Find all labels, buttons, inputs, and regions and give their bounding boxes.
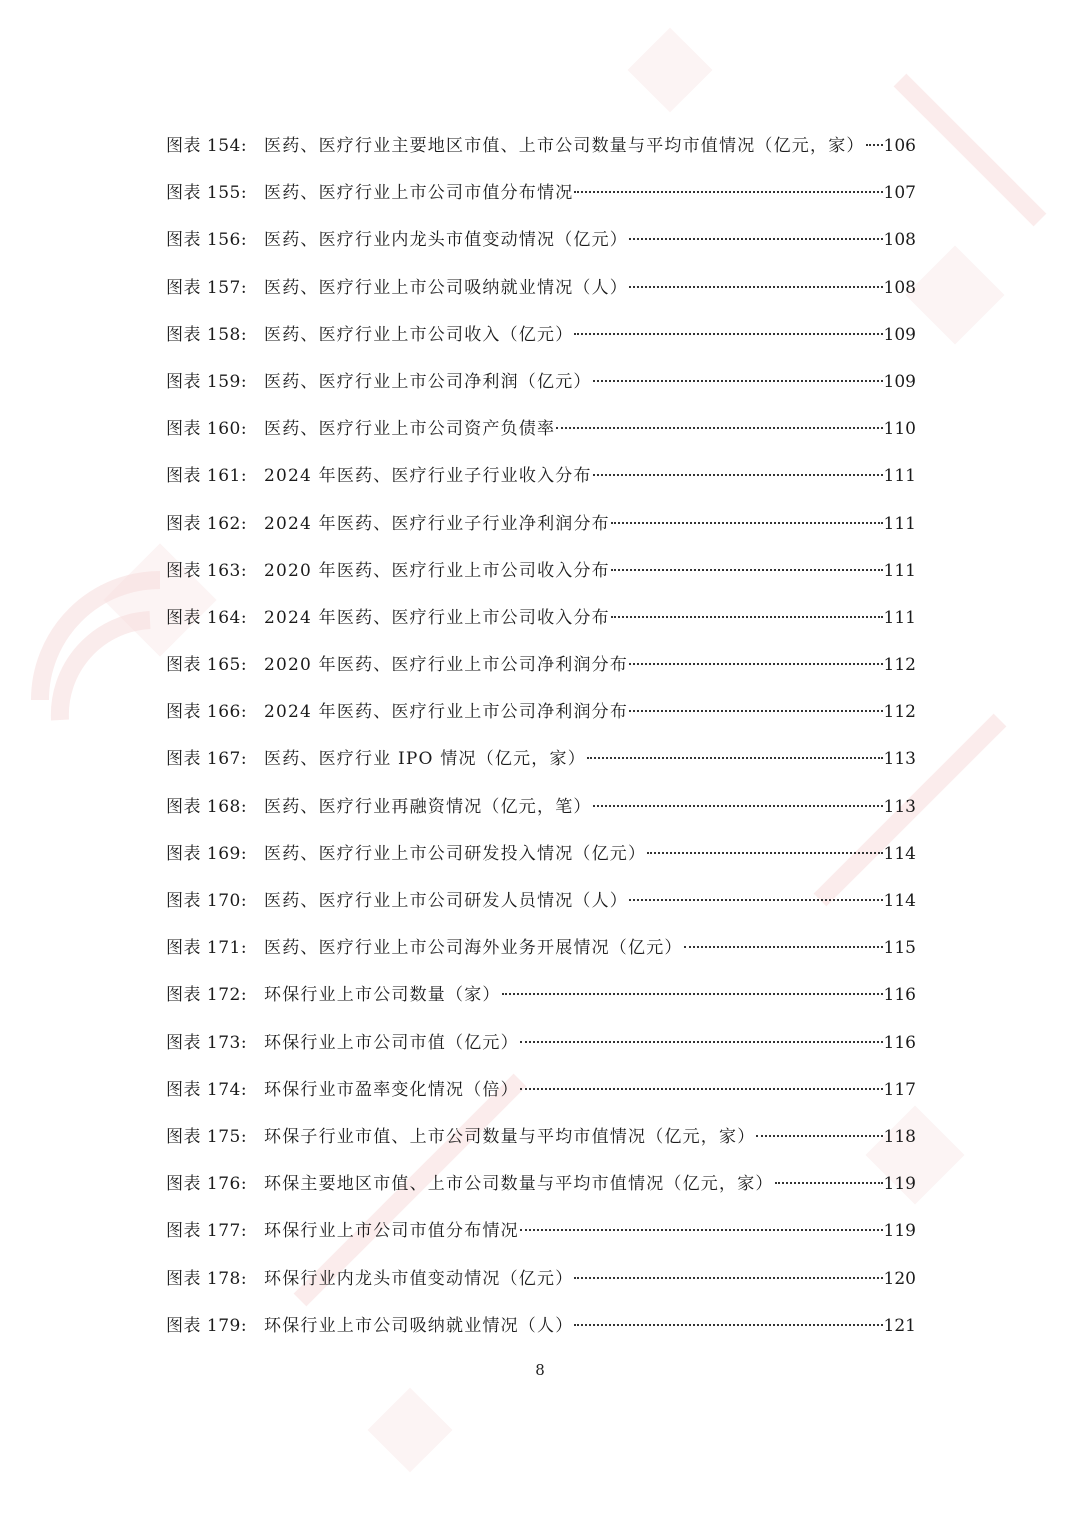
dot-leader [593,380,883,382]
figure-label: 图表 157: [166,277,248,298]
page-ref: 112 [883,655,916,676]
figure-label: 图表 175: [166,1126,248,1147]
toc-entry[interactable] [166,925,916,972]
figure-label: 图表 159: [166,371,248,392]
toc-entry[interactable] [166,1256,916,1303]
dot-leader [629,286,883,288]
toc-entry[interactable] [166,501,916,548]
figure-title: 医药、医疗行业上市公司吸纳就业情况（人） [264,277,628,298]
toc-entry[interactable] [166,359,916,406]
figure-title: 2024 年医药、医疗行业子行业收入分布 [264,466,592,487]
figure-title: 2024 年医药、医疗行业子行业净利润分布 [264,513,610,534]
dot-leader [775,1182,883,1184]
figure-title: 医药、医疗行业上市公司市值分布情况 [264,183,574,204]
toc-entry[interactable] [166,689,916,736]
toc-entry[interactable] [166,1114,916,1161]
toc-entry[interactable] [166,736,916,783]
toc-entry[interactable] [166,878,916,925]
figure-title: 环保子行业市值、上市公司数量与平均市值情况（亿元，家） [264,1126,756,1147]
toc-entry[interactable] [166,265,916,312]
figure-label: 图表 163: [166,560,248,581]
dot-leader [611,569,883,571]
figure-label: 图表 166: [166,702,248,723]
page-number: 8 [535,1361,545,1379]
figure-label: 图表 177: [166,1221,248,1242]
dot-leader [587,757,883,759]
page-ref: 108 [883,230,916,251]
figure-label: 图表 170: [166,891,248,911]
page-ref: 107 [883,183,916,204]
toc-entry[interactable] [166,406,916,453]
figure-title: 医药、医疗行业上市公司净利润（亿元） [264,371,592,392]
dot-leader [629,899,883,901]
figure-label: 图表 155: [166,183,248,204]
figure-title: 环保主要地区市值、上市公司数量与平均市值情况（亿元，家） [264,1174,774,1195]
toc-entry[interactable] [166,312,916,359]
figure-label: 图表 173: [166,1032,248,1053]
page-ref: 112 [883,702,916,723]
page-ref: 120 [883,1268,916,1289]
figure-title: 2020 年医药、医疗行业上市公司净利润分布 [264,655,629,676]
page-ref: 109 [883,371,916,392]
dot-leader [574,191,882,193]
dot-leader [574,333,882,335]
toc-entry[interactable] [166,1161,916,1208]
page-ref: 115 [883,938,916,959]
figure-title: 环保行业上市公司数量（家） [264,985,501,1006]
figure-label: 图表 161: [166,466,248,487]
dot-leader [611,522,883,524]
toc-entry[interactable] [166,548,916,595]
figure-label: 图表 179: [166,1315,248,1336]
page-ref: 117 [883,1079,916,1100]
page-ref: 121 [883,1315,916,1336]
figure-label: 图表 174: [166,1079,248,1100]
toc-entry[interactable] [166,1067,916,1114]
figure-title: 环保行业内龙头市值变动情况（亿元） [264,1268,574,1289]
page-ref: 114 [883,891,916,911]
figure-title: 医药、医疗行业 IPO 情况（亿元，家） [264,749,586,770]
toc-entry[interactable] [166,217,916,264]
figure-title: 医药、医疗行业上市公司收入（亿元） [264,324,574,345]
dot-leader [556,427,882,429]
page-ref: 116 [883,985,916,1006]
figure-title: 2020 年医药、医疗行业上市公司收入分布 [264,560,610,581]
dot-leader [593,474,883,476]
page-ref: 111 [883,513,916,534]
page-ref: 119 [883,1174,916,1195]
toc-entry[interactable] [166,453,916,500]
figure-label: 图表 162: [166,513,248,534]
dot-leader [520,1088,883,1090]
toc-entry[interactable] [166,1020,916,1067]
page-ref: 109 [883,324,916,345]
dot-leader [593,805,883,807]
toc-entry[interactable] [166,972,916,1019]
page-ref: 118 [883,1126,916,1147]
figure-title: 医药、医疗行业上市公司资产负债率 [264,419,556,440]
toc-entry[interactable] [166,1303,916,1350]
figure-label: 图表 171: [166,938,248,959]
page-ref: 113 [883,749,916,770]
figure-label: 图表 160: [166,419,248,440]
dot-leader [574,1324,882,1326]
figure-label: 图表 167: [166,749,248,770]
figure-title: 2024 年医药、医疗行业上市公司净利润分布 [264,702,629,723]
page-ref: 114 [883,843,916,864]
dot-leader [520,1229,883,1231]
figure-title: 2024 年医药、医疗行业上市公司收入分布 [264,607,610,628]
page-ref: 106 [883,136,916,156]
figure-label: 图表 154: [166,136,248,156]
figure-label: 图表 156: [166,230,248,251]
page-ref: 110 [883,419,916,440]
figure-title: 医药、医疗行业主要地区市值、上市公司数量与平均市值情况（亿元，家） [264,136,865,156]
figure-label: 图表 164: [166,607,248,628]
dot-leader [611,616,883,618]
figure-title: 医药、医疗行业上市公司研发投入情况（亿元） [264,843,647,864]
page-ref: 111 [883,466,916,487]
dot-leader [756,1135,882,1137]
dot-leader [502,993,883,995]
dot-leader [684,946,883,948]
figure-label: 图表 169: [166,843,248,864]
page-ref: 116 [883,1032,916,1053]
figure-title: 医药、医疗行业上市公司研发人员情况（人） [264,891,628,911]
page-ref: 111 [883,607,916,628]
toc-entry[interactable] [166,831,916,878]
figure-label: 图表 178: [166,1268,248,1289]
figure-title: 环保行业上市公司市值分布情况 [264,1221,519,1242]
dot-leader [629,710,882,712]
figure-title: 医药、医疗行业再融资情况（亿元，笔） [264,796,592,817]
toc-entry[interactable] [166,642,916,689]
figure-title: 环保行业市盈率变化情况（倍） [264,1079,519,1100]
dot-leader [574,1277,882,1279]
dot-leader [629,663,882,665]
figure-title: 医药、医疗行业上市公司海外业务开展情况（亿元） [264,938,683,959]
page-ref: 108 [883,277,916,298]
dot-leader [520,1041,883,1043]
page-ref: 111 [883,560,916,581]
dot-leader [629,238,883,240]
toc-entry[interactable] [166,595,916,642]
page-ref: 119 [883,1221,916,1242]
dot-leader [647,852,882,854]
toc-entry[interactable] [166,784,916,831]
figure-label: 图表 176: [166,1174,248,1195]
figure-label: 图表 165: [166,655,248,676]
figure-title: 环保行业上市公司市值（亿元） [264,1032,519,1053]
figure-label: 图表 158: [166,324,248,345]
page-ref: 113 [883,796,916,817]
toc-entry[interactable] [166,1208,916,1255]
figure-title: 环保行业上市公司吸纳就业情况（人） [264,1315,574,1336]
figure-label: 图表 172: [166,985,248,1006]
figure-title: 医药、医疗行业内龙头市值变动情况（亿元） [264,230,628,251]
figure-label: 图表 168: [166,796,248,817]
dot-leader [866,144,883,146]
toc-entry[interactable] [166,170,916,217]
toc-entry[interactable] [166,123,916,170]
list-of-figures [166,123,916,1350]
